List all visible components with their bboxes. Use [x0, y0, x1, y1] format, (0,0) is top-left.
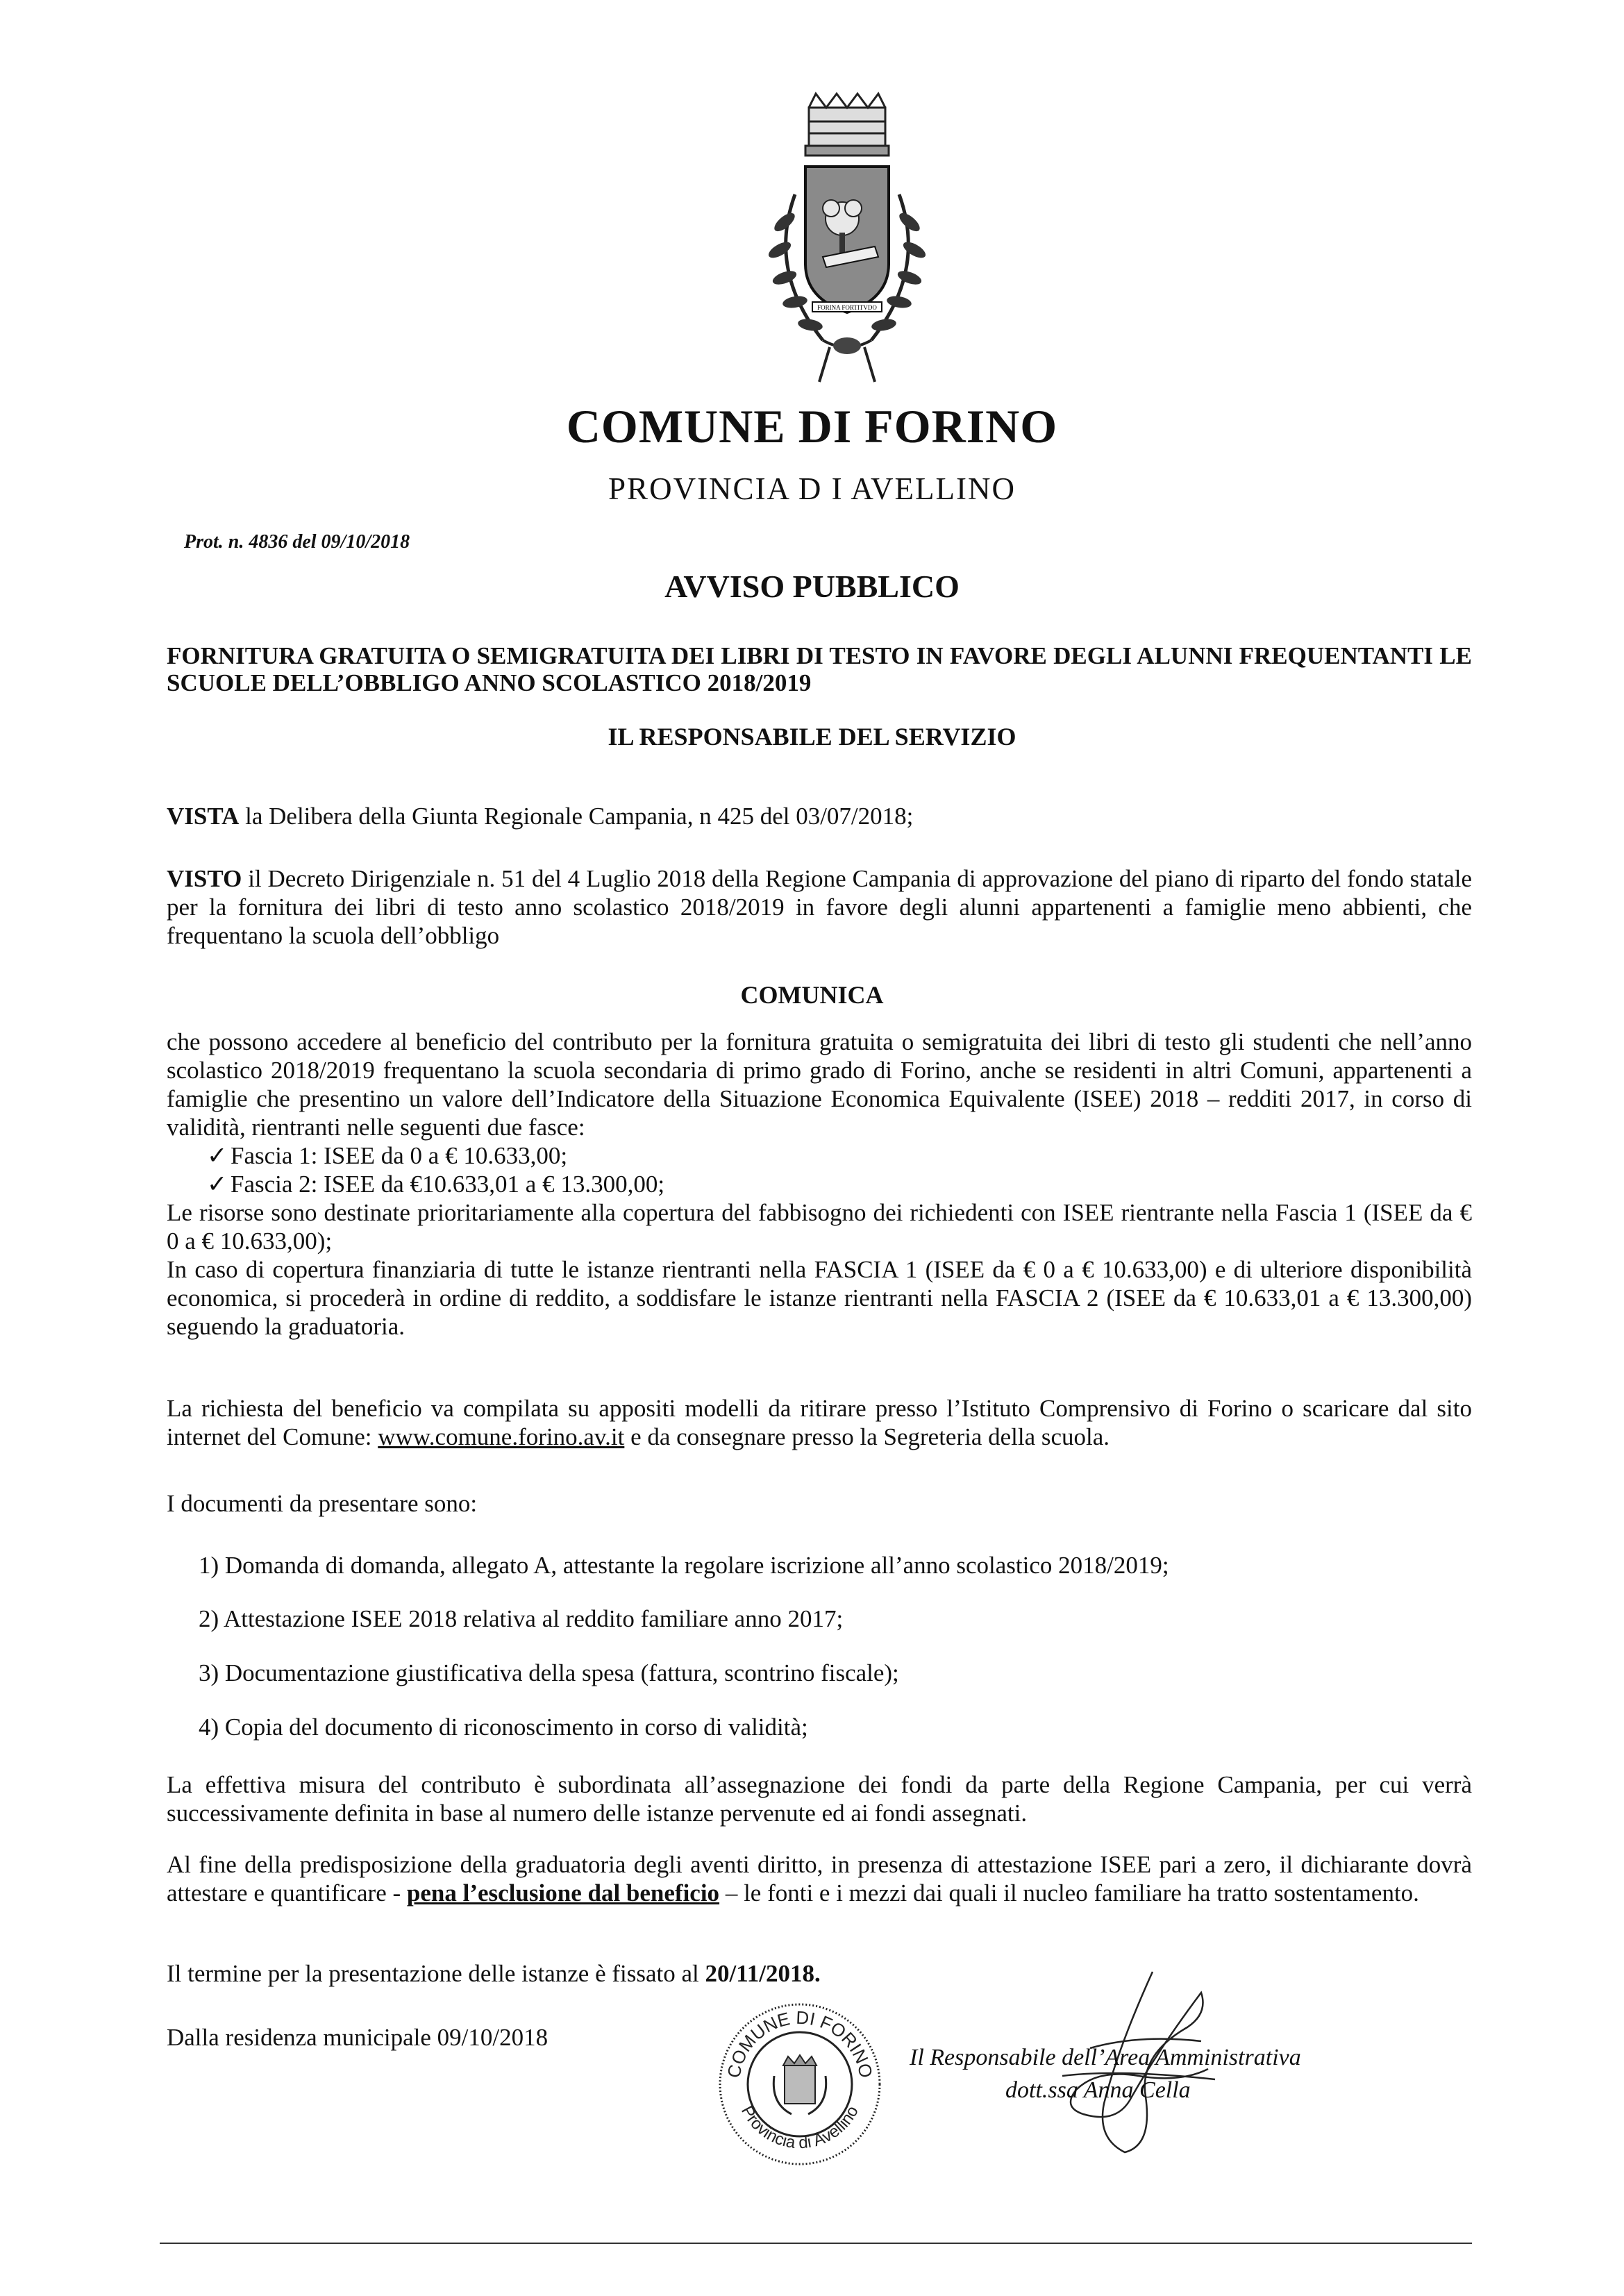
documents-heading: I documenti da presentare sono:	[167, 1490, 478, 1517]
fascia-1-text: Fascia 1: ISEE da 0 a € 10.633,00;	[231, 1142, 568, 1169]
stamp-top-text: COMUNE DI FORINO	[723, 2006, 877, 2080]
document-item: 2) Attestazione ISEE 2018 relativa al reddito familiare anno 2017;	[199, 1605, 844, 1632]
stamp-bottom-text: Provincia di Avellino	[737, 2102, 862, 2153]
comunica-intro: che possono accedere al beneficio del contributo per la fornitura gratuita o semigratuita dei libri di testo gli studenti che nell’anno scolastico 2018/2019 frequentano la scuola secondaria di primo grado di Forino, anche se residenti in altri Comuni, appartenenti a famiglie che presentino un valore dell’Indicatore della Situazione Economica Equivalente (ISEE) 2018 – redditi 2017, in corso di validità, rientranti nelle seguenti due fasce:	[167, 1028, 1472, 1141]
checkmark-icon: ✓	[207, 1142, 228, 1169]
deadline-date: 20/11/2018.	[705, 1960, 821, 1987]
footer-divider	[160, 2243, 1472, 2244]
notice-subject: FORNITURA GRATUITA O SEMIGRATUITA DEI LIBRI DI TESTO IN FAVORE DEGLI ALUNNI FREQUENTANTI LE SCUOLE DELL’OBBLIGO ANNO SCOLASTICO 2018/2019	[167, 642, 1472, 696]
request-text-before: La richiesta del beneficio va compilata su appositi modelli da ritirare presso l’Istituto Comprensivo di Forino o scaricare dal sito internet del Comune:	[167, 1395, 1472, 1450]
fascia-2-text: Fascia 2: ISEE da €10.633,01 a € 13.300,00;	[231, 1171, 665, 1198]
effettiva-paragraph: La effettiva misura del contributo è subordinata all’assegnazione dei fondi da parte della Regione Campania, per cui verrà successivamente definita in base al numero delle istanze pervenute ed ai fondi assegnati.	[167, 1771, 1472, 1827]
signatory-name: dott.ssa Anna Cella	[1005, 2077, 1191, 2103]
alfine-text-before: Al fine della predisposizione della graduatoria degli aventi diritto, in presenza di attestazione ISEE pari a zero, il dichiarante dovrà attestare e quantificare -	[167, 1851, 1472, 1907]
visto-paragraph	[167, 864, 1472, 950]
vista-text: la Delibera della Giunta Regionale Campania, n 425 del 03/07/2018;	[239, 803, 914, 830]
alfine-paragraph	[167, 1850, 1472, 1907]
request-text-after: e da consegnare presso la Segreteria della scuola.	[624, 1423, 1110, 1450]
visto-lead: VISTO	[167, 865, 242, 892]
request-paragraph	[167, 1394, 1472, 1451]
alfine-text-after: – le fonti e i mezzi dai quali il nucleo familiare ha tratto sostentamento.	[719, 1879, 1419, 1907]
document-item: 1) Domanda di domanda, allegato A, attestante la regolare iscrizione all’anno scolastico 2018/2019;	[199, 1552, 1169, 1579]
authority-heading: IL RESPONSABILE DEL SERVIZIO	[608, 723, 1016, 751]
document-item: 3) Documentazione giustificativa della spesa (fattura, scontrino fiscale);	[199, 1659, 899, 1686]
crest-motto: FORINA FORTITVDO	[817, 304, 877, 311]
website-link[interactable]: www.comune.forino.av.it	[378, 1423, 625, 1450]
visto-text: il Decreto Dirigenziale n. 51 del 4 Luglio 2018 della Regione Campania di approvazione del piano di riparto del fondo statale per la fornitura dei libri di testo anno scolastico 2018/2019 in favore degli alunni appartenenti a famiglie meno abbienti, che frequentano la scuola dell’obbligo	[167, 865, 1472, 949]
fascia-1-item	[167, 1141, 1472, 1170]
copertura-paragraph: In caso di copertura finanziaria di tutte le istanze rientranti nella FASCIA 1 (ISEE da € 0 a € 10.633,00) e di ulteriore disponibilità economica, si procederà in ordine di reddito, a soddisfare le istanze rientranti nella FASCIA 2 (ISEE da € 10.633,01 a € 13.300,00) seguendo la graduatoria.	[167, 1256, 1472, 1340]
municipal-crest	[746, 90, 948, 403]
notice-heading: AVVISO PUBBLICO	[664, 569, 960, 604]
risorse-paragraph: Le risorse sono destinate prioritariamente alla copertura del fabbisogno dei richiedenti con ISEE rientrante nella Fascia 1 (ISEE da € 0 a € 10.633,00);	[167, 1199, 1472, 1255]
official-stamp	[715, 2000, 885, 2170]
svg-text:Provincia di Avellino	[737, 2103, 862, 2152]
deadline-text: Il termine per la presentazione delle istanze è fissato al	[167, 1960, 705, 1987]
deadline-paragraph	[167, 1960, 1472, 1988]
vista-paragraph	[167, 802, 1472, 830]
protocol-number: Prot. n. 4836 del 09/10/2018	[184, 531, 410, 553]
page-title: COMUNE DI FORINO	[566, 400, 1058, 453]
document-item: 4) Copia del documento di riconoscimento in corso di validità;	[199, 1713, 808, 1741]
place-date-line: Dalla residenza municipale 09/10/2018	[167, 2024, 549, 2051]
signatory-role: Il Responsabile dell’Area Amministrativa	[910, 2045, 1301, 2070]
checkmark-icon: ✓	[207, 1171, 228, 1198]
fascia-2-item	[167, 1170, 1472, 1198]
comunica-section	[167, 1028, 1472, 1341]
vista-lead: VISTA	[167, 803, 240, 830]
province-subtitle: PROVINCIA D I AVELLINO	[608, 471, 1016, 506]
exclusion-warning: pena l’esclusione dal beneficio	[406, 1879, 720, 1907]
comunica-heading: COMUNICA	[740, 981, 884, 1009]
